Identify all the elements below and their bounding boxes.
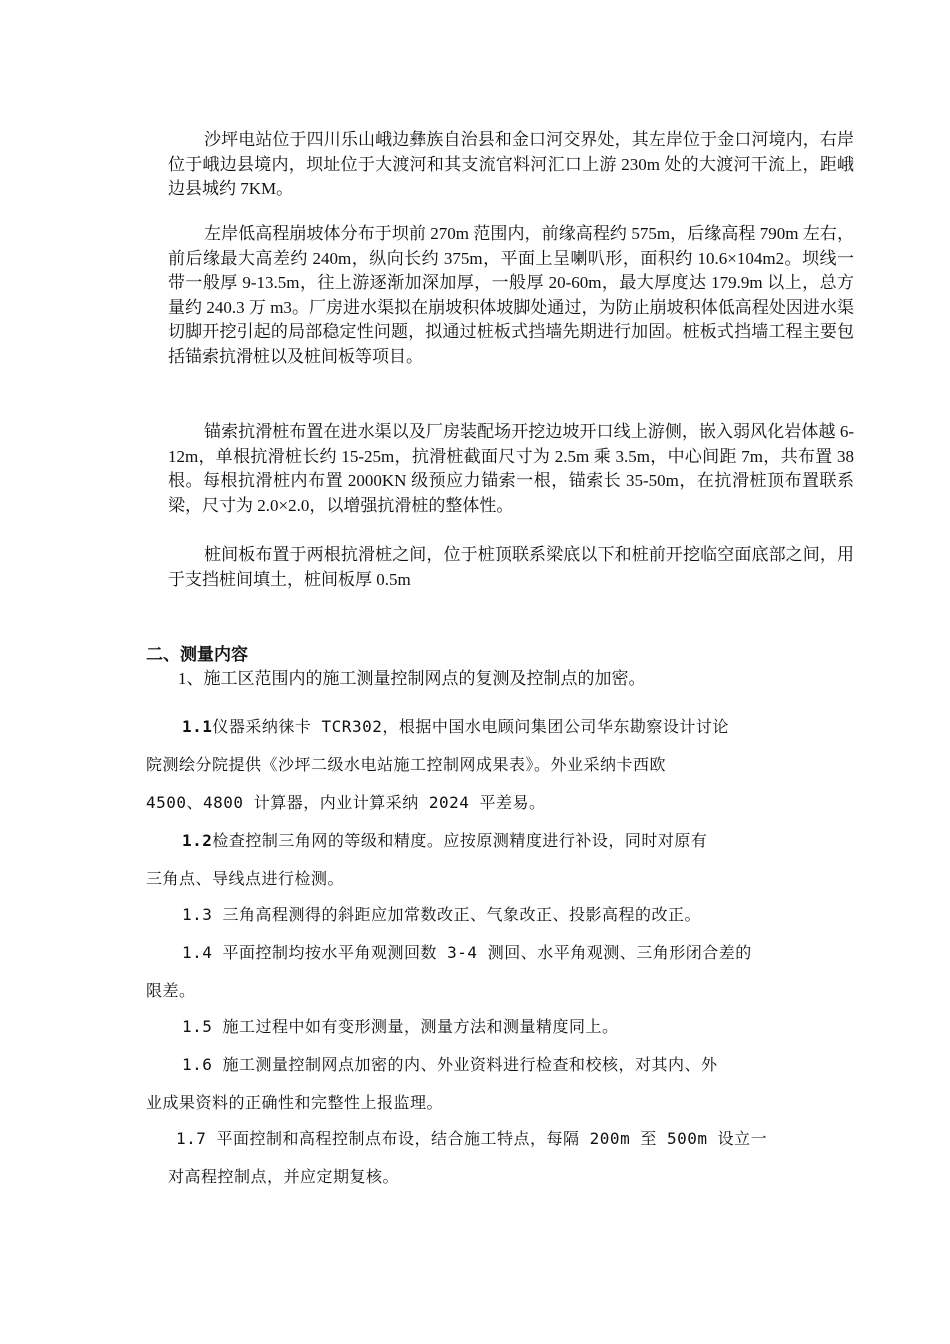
paragraph-anchor-piles: 锚索抗滑桩布置在进水渠以及厂房装配场开挖边坡开口线上游侧，嵌入弱风化岩体越 6-12m，单根抗滑桩长约 15-25m，抗滑桩截面尺寸为 2.5m 乘 3.5m，中心间距 7m，共布置 38 根。每根抗滑桩内布置 2000KN 级预应力锚索一根，锚索长 35-50m，在抗滑桩顶布置联系梁，尺寸为 2.0×2.0，以增强抗滑桩的整体性。 xyxy=(168,422,854,515)
paragraph-collapse-body: 左岸低高程崩坡体分布于坝前 270m 范围内，前缘高程约 575m，后缘高程 790m 左右，前后缘最大高差约 240m，纵向长约 375m，平面上呈喇叭形，面积约 10.6×104m2。坝线一带一般厚 9-13.5m，往上游逐渐加深加厚，一般厚 20-60m，最大厚度达 179.9m 以上，总方量约 240.3 万 m3。厂房进水渠拟在崩坡积体坡脚处通过，为防止崩坡积体低高程处因进水渠切脚开挖引起的局部稳定性问题，拟通过桩板式挡墙先期进行加固。桩板式挡墙工程主要包括锚索抗滑桩以及桩间板等项目。 xyxy=(168,224,854,366)
line-1-3: 1.3 三角高程测得的斜距应加常数改正、气象改正、投影高程的改正。 xyxy=(182,905,702,924)
item-number: 1.1 xyxy=(182,717,213,736)
line-1-7b: 对高程控制点，并应定期复核。 xyxy=(168,1167,400,1186)
section-item-1: 1、施工区范围内的施工测量控制网点的复测及控制点的加密。 xyxy=(178,669,646,688)
section-heading: 二、测量内容 xyxy=(146,645,248,664)
paragraph-location: 沙坪电站位于四川乐山峨边彝族自治县和金口河交界处，其左岸位于金口河境内，右岸位于峨边县境内，坝址位于大渡河和其支流官料河汇口上游 230m 处的大渡河干流上，距峨边县城约 7KM。 xyxy=(168,130,854,198)
line-1-1c: 4500、4800 计算器，内业计算采纳 2024 平差易。 xyxy=(146,793,546,812)
paragraph-pile-plates: 桩间板布置于两根抗滑桩之间，位于桩顶联系梁底以下和桩前开挖临空面底部之间，用于支挡桩间填土，桩间板厚 0.5m xyxy=(168,545,854,589)
line-1-1a xyxy=(182,714,729,737)
line-1-1b: 院测绘分院提供《沙坪二级水电站施工控制网成果表》。外业采纳卡西欧 xyxy=(146,755,667,774)
line-text: 检查控制三角网的等级和精度。应按原测精度进行补设，同时对原有 xyxy=(212,831,708,850)
line-text: 仪器采纳徕卡 TCR302，根据中国水电顾问集团公司华东勘察设计讨论 xyxy=(212,717,729,736)
line-1-6b: 业成果资料的正确性和完整性上报监理。 xyxy=(146,1093,444,1112)
line-1-4a: 1.4 平面控制均按水平角观测回数 3-4 测回、水平角观测、三角形闭合差的 xyxy=(182,943,752,962)
line-1-6a: 1.6 施工测量控制网点加密的内、外业资料进行检查和校核，对其内、外 xyxy=(182,1055,718,1074)
line-1-2b: 三角点、导线点进行检测。 xyxy=(146,869,345,888)
line-1-2a xyxy=(182,828,707,851)
line-1-4b: 限差。 xyxy=(146,981,196,1000)
line-1-5: 1.5 施工过程中如有变形测量，测量方法和测量精度同上。 xyxy=(182,1017,619,1036)
item-number: 1.2 xyxy=(182,831,213,850)
line-1-7a: 1.7 平面控制和高程控制点布设，结合施工特点，每隔 200m 至 500m 设立一 xyxy=(176,1129,768,1148)
